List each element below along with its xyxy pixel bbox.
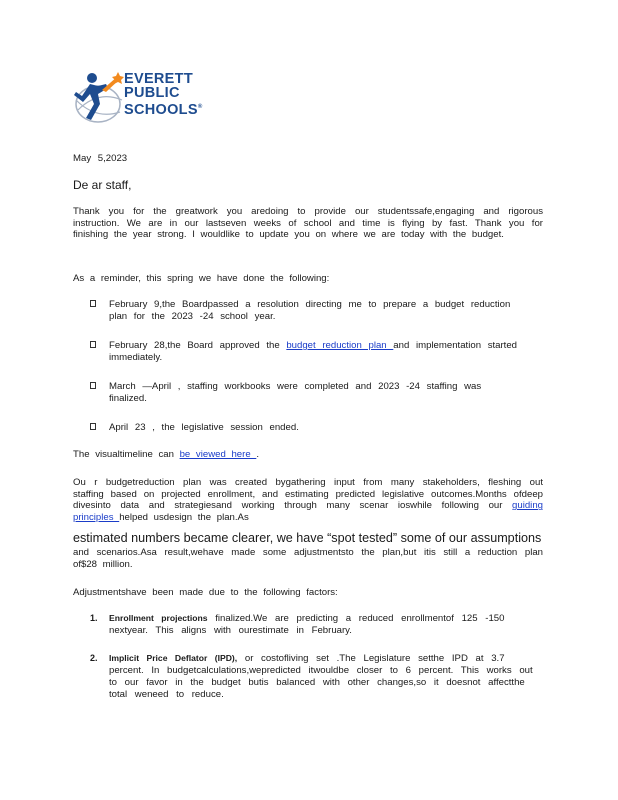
- logo-line-2: PUBLIC: [124, 85, 180, 101]
- item-text: finalized.We are predicting a reduced enrollmentof 125 -150 nextyear. This aligns with ourestimate in February.: [109, 613, 505, 636]
- item-number: 1.: [90, 613, 98, 623]
- greeting: De ar staff,: [73, 178, 132, 192]
- paragraph-timeline: [73, 449, 543, 461]
- logo-line-1: EVERETT: [124, 71, 193, 87]
- paragraph-reminder: As a reminder, this spring we have done the following:: [73, 273, 330, 284]
- numbered-item: [90, 612, 540, 637]
- list-item-text: February 9,the Boardpassed a resolution directing me to prepare a budget reduction plan for the 2023 -24 school year.: [109, 299, 511, 322]
- list-item: [90, 340, 520, 364]
- timeline-end: .: [256, 449, 259, 460]
- guiding-principles-link[interactable]: guiding principles: [73, 500, 543, 523]
- item-number: 2.: [90, 653, 98, 663]
- list-item: [90, 299, 520, 323]
- paragraph-budget-end: and scenarios.Asa result,wehave made some adjustmentsto the plan,but itis still a reduction plan of$28 million.: [73, 547, 543, 570]
- list-item: [90, 381, 520, 405]
- timeline-link[interactable]: be viewed here: [179, 449, 257, 460]
- letter-date: May 5,2023: [73, 153, 128, 164]
- budget-reduction-plan-link[interactable]: budget reduction plan: [286, 340, 394, 351]
- registered-mark: ®: [197, 104, 203, 110]
- bullet-box-icon: [90, 382, 96, 389]
- paragraph-thanks: Thank you for the greatwork you aredoing to provide our studentssafe,engaging and rigorous instruction. We are in our lastseven weeks of school and time is flying by fast. Thank you for finishing the year strong. I wouldlike to update you on where we are today with the budget.: [73, 206, 543, 241]
- budget-text: Ou r budgetreduction plan was created bygathering input from many stakeholders, fleshing out staffing based on projected enrollment, and estimating predicted legislative outcomes.Months ofdeep divesinto data and strategiesand working through many scenar ioswhile following our: [73, 477, 543, 512]
- paragraph-factors: Adjustmentshave been made due to the following factors:: [73, 587, 338, 598]
- timeline-text: The visualtimeline can: [73, 449, 180, 460]
- budget-text-end: helped usdesign the plan.As: [119, 511, 249, 523]
- bullet-box-icon: [90, 341, 96, 348]
- list-item-text: March —April , staffing workbooks were completed and 2023 -24 staffing was finalized.: [109, 381, 482, 404]
- list-item: [90, 422, 520, 434]
- logo-line-3: SCHOOLS: [124, 101, 198, 118]
- district-logo: [72, 70, 212, 126]
- bullet-box-icon: [90, 423, 96, 430]
- item-heading: Implicit Price Deflator (IPD),: [109, 653, 238, 663]
- list-item-text: April 23 , the legislative session ended.: [109, 422, 299, 433]
- runner-figure-icon: [72, 70, 128, 126]
- list-item-text-end: and implementation started immediately.: [109, 340, 518, 363]
- numbered-item: [90, 652, 540, 701]
- item-heading: Enrollment projections: [109, 613, 208, 623]
- paragraph-budget: [73, 477, 543, 523]
- bullet-box-icon: [90, 300, 96, 307]
- item-text: or costofliving set .The Legislature setthe IPD at 3.7 percent. In budgetcalculations,wepredicted itwouldbe closer to 6 percent. This works out to our favor in the budget butis balanced with other changes,so it doesnot affectthe total weneed to reduce.: [109, 653, 533, 700]
- paragraph-budget-emphasis: estimated numbers became clearer, we have “spot tested” some of our assumptions: [73, 531, 542, 545]
- list-item-text: February 28,the Board approved the: [109, 340, 287, 351]
